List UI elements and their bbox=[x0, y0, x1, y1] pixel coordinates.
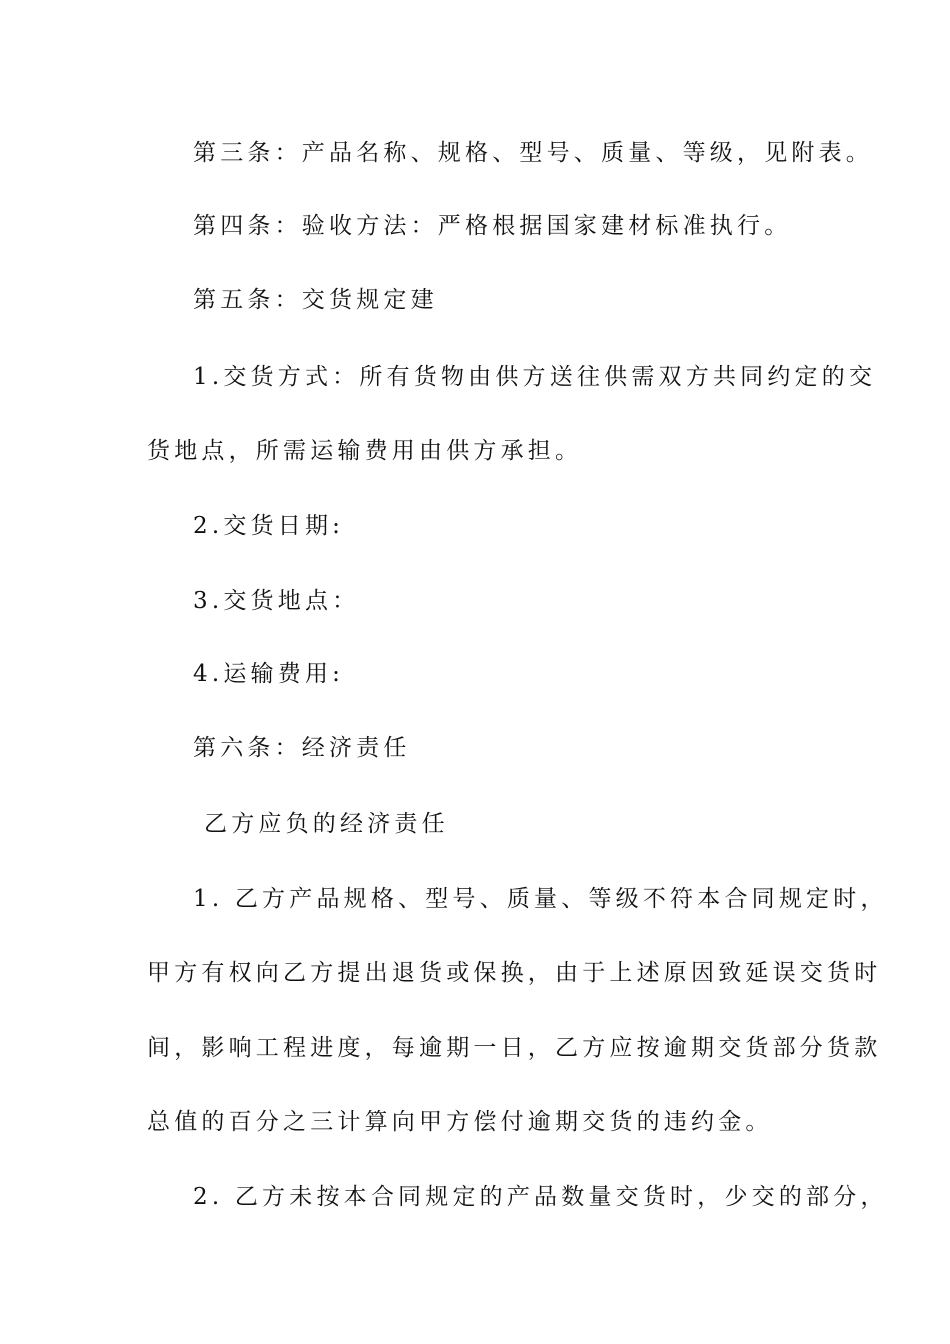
liability-1-line-4: 总值的百分之三计算向甲方偿付逾期交货的违约金。 bbox=[147, 1109, 773, 1135]
article-5-heading: 第五条：交货规定建 bbox=[193, 287, 438, 313]
liability-1-line-1: 1. 乙方产品规格、型号、质量、等级不符本合同规定时， bbox=[193, 886, 888, 912]
delivery-method-line-1: 1.交货方式：所有货物由供方送往供需双方共同约定的交 bbox=[193, 364, 877, 390]
article-4-paragraph: 第四条：验收方法：严格根据国家建材标准执行。 bbox=[193, 213, 792, 239]
delivery-location-item: 3.交货地点： bbox=[193, 588, 360, 614]
article-3-paragraph: 第三条：产品名称、规格、型号、质量、等级，见附表。 bbox=[193, 140, 873, 166]
liability-2-line-1: 2. 乙方未按本合同规定的产品数量交货时，少交的部分， bbox=[193, 1184, 888, 1210]
liability-1-line-2: 甲方有权向乙方提出退货或保换，由于上述原因致延误交货时 bbox=[147, 960, 882, 986]
delivery-date-item: 2.交货日期: bbox=[193, 513, 345, 539]
party-b-liability-heading: 乙方应负的经济责任 bbox=[204, 811, 449, 837]
delivery-method-line-2: 货地点，所需运输费用由供方承担。 bbox=[147, 438, 583, 464]
liability-1-line-3: 间，影响工程进度，每逾期一日，乙方应按逾期交货部分货款 bbox=[147, 1035, 882, 1061]
article-6-heading: 第六条：经济责任 bbox=[193, 735, 411, 761]
transport-cost-item: 4.运输费用: bbox=[193, 661, 345, 687]
